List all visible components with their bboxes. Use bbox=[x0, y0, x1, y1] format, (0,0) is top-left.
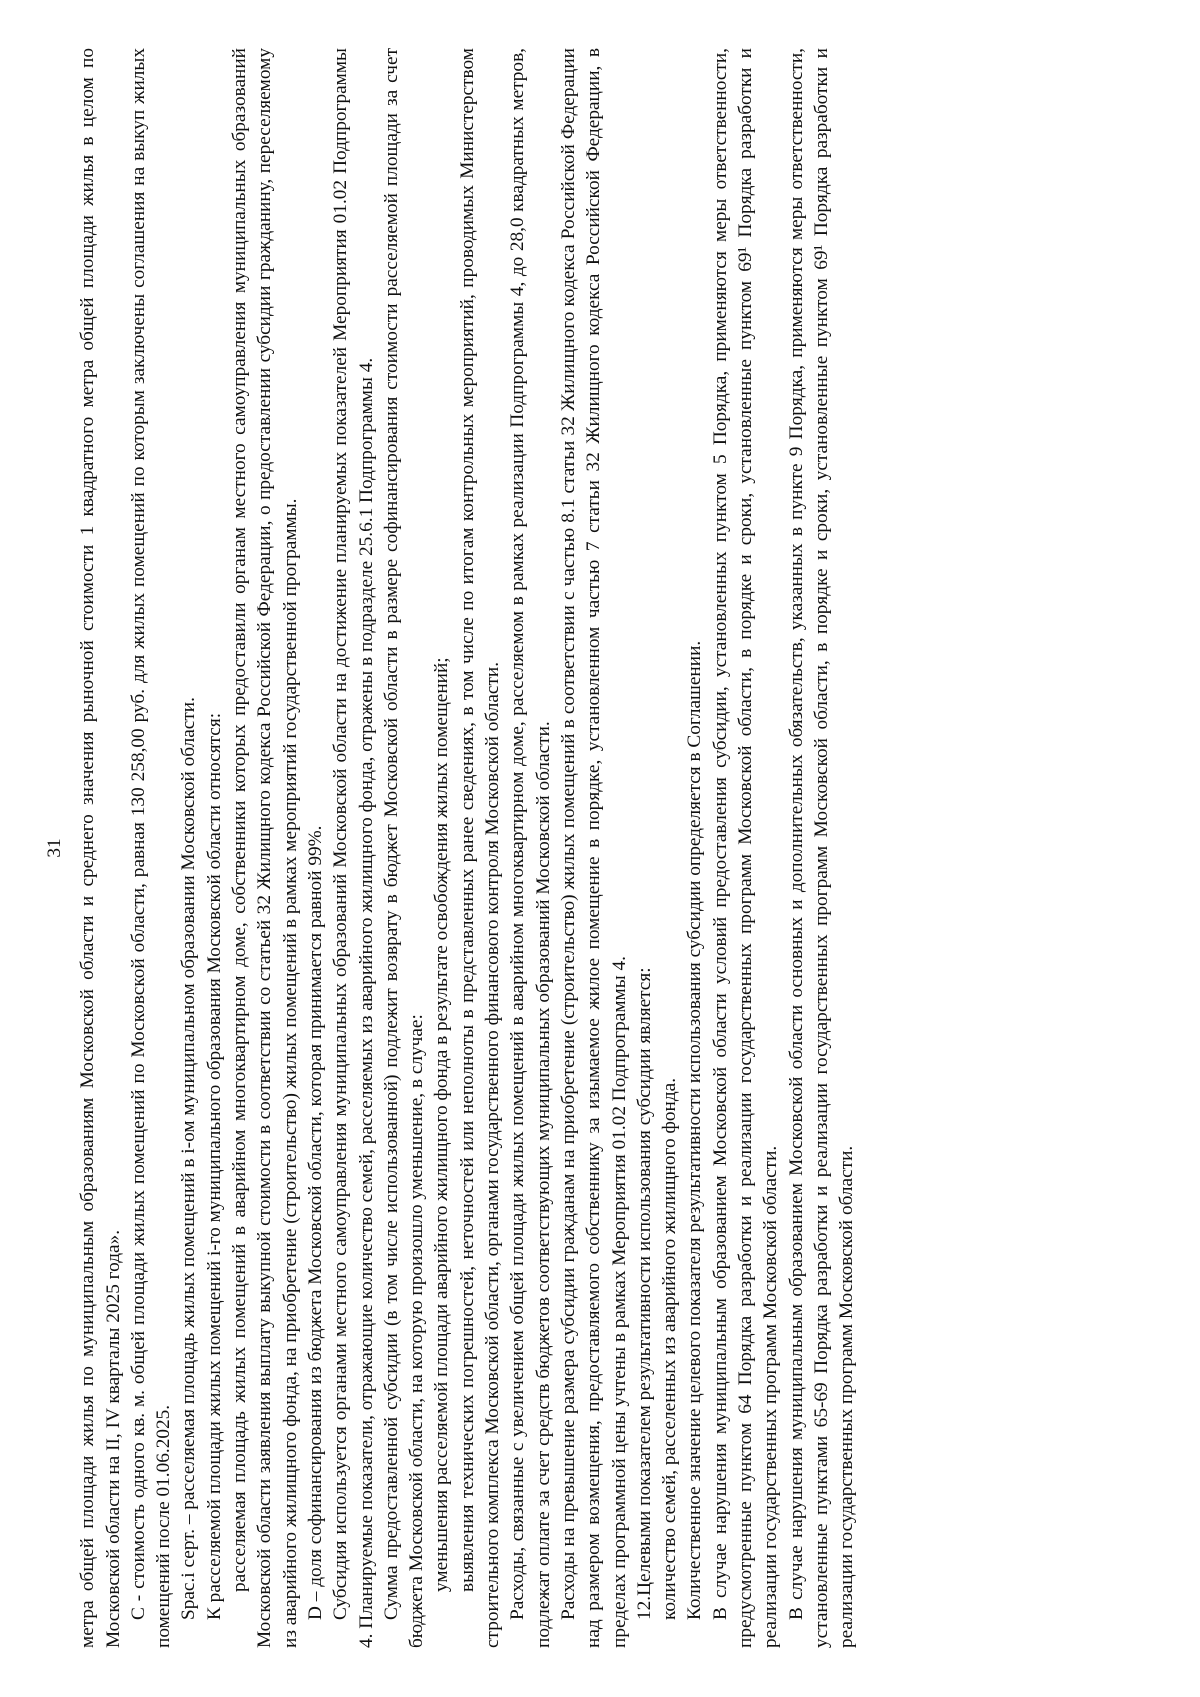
paragraph: Сумма предоставленной субсидии (в том числе использованной) подлежит возврату в бюджет Московской области в размере софинансирования стоимости расселяемой площади за счет бюджета Московской области, на которую произошло уменьшение, в случае: bbox=[380, 48, 428, 1648]
paragraph: расселяемая площадь жилых помещений в аварийном многоквартирном доме, собственники которых предоставили органам местного самоуправления муниципальных образований Московской области заявления выплату выкупной стоимости в соответствии со статьей 32 Жилищного кодекса Российской Федерации, о предоставлении субсидии гражданину, переселяемому из аварийного жилищного фонда, на приобретение (строительство) жилых помещений в рамках мероприятий государственной программы. bbox=[229, 48, 301, 1648]
paragraph: Spac.i серт. – расселяемая площадь жилых помещений в i-ом муниципальном образовании Московской области. bbox=[178, 697, 200, 1620]
paragraph: К расселяемой площади жилых помещений i-го муниципального образования Московской области относятся: bbox=[203, 712, 225, 1620]
document-body bbox=[75, 48, 859, 1648]
paragraph: количество семей, расселенных из аварийного жилищного фонда. bbox=[659, 1077, 681, 1620]
paragraph: D – доля софинансирования из бюджета Московской области, которая принимается равной 99%. bbox=[304, 825, 326, 1620]
paragraph: C - стоимость одного кв. м. общей площади жилых помещений по Московской области, равная 130 258,00 руб. для жилых помещений по которым заключены соглашения на выкуп жилых помещений после 01.06.2025. bbox=[127, 48, 175, 1648]
paragraph: 12.Целевыми показателем результативности использования субсидии является: bbox=[633, 967, 655, 1620]
rotated-page bbox=[36, 48, 1164, 1648]
paragraph: Количественное значение целевого показателя результативности использования субсидии определяется в Соглашении. bbox=[684, 640, 706, 1620]
paragraph: Расходы, связанные с увеличением общей площади жилых помещений в аварийном многоквартирном доме, расселяемом в рамках реализации Подпрограммы 4, до 28,0 квадратных метров, подлежат оплате за счет средств бюджетов соответствующих муниципальных образований Московской области. bbox=[507, 48, 554, 1648]
paragraph: метра общей площади жилья по муниципальным образованиям Московской области и среднего значения рыночной стоимости 1 квадратного метра общей площади жилья в целом по Московской области на II, IV кварталы 2025 года». bbox=[77, 48, 124, 1648]
paragraph: выявления технических погрешностей, неточностей или неполноты в представленных ранее сведениях, в том числе по итогам контрольных мероприятий, проводимых Министерством строительного комплекса Московской области, органами государственного финансового контроля Московской области. bbox=[456, 48, 504, 1648]
paragraph: Расходы на превышение размера субсидии гражданам на приобретение (строительство) жилых помещений в соответствии с частью 8.1 статьи 32 Жилищного кодекса Российской Федерации над размером возмещения, предоставляемого собственнику за изымаемое жилое помещение в порядке, установленном частью 7 статьи 32 Жилищного кодекса Российской Федерации, в пределах программной цены учтены в рамках Мероприятия 01.02 Подпрограммы 4. bbox=[557, 48, 630, 1648]
paragraph: В случае нарушения муниципальным образованием Московской области основных и дополнительных обязательств, указанных в пункте 9 Порядка, применяются меры ответственности, установленные пунктами 65-69 Порядка разработки и реализации государственных программ Московской области, в порядке и сроки, установленные пунктом 69¹ Порядка разработки и реализации государственных программ Московской области. bbox=[785, 48, 858, 1648]
paragraph: уменьшения расселяемой площади аварийного жилищного фонда в результате освобождения жилых помещений; bbox=[431, 657, 453, 1592]
page-number: 31 bbox=[44, 838, 65, 858]
paragraph: Субсидия используется органами местного самоуправления муниципальных образований Московской области на достижение планируемых показателей Мероприятия 01.02 Подпрограммы 4. Планируемые показатели, отражающие количество семей, расселяемых из аварийного жилищного фонда, отражены в подразделе 25.6.1 Подпрограммы 4. bbox=[330, 48, 377, 1648]
paragraph: В случае нарушения муниципальным образованием Московской области условий предоставления субсидии, установленных пунктом 5 Порядка, применяются меры ответственности, предусмотренные пунктом 64 Порядка разработки и реализации государственных программ Московской области, в порядке и сроки, установленные пунктом 69¹ Порядка разработки и реализации государственных программ Московской области. bbox=[709, 48, 782, 1648]
